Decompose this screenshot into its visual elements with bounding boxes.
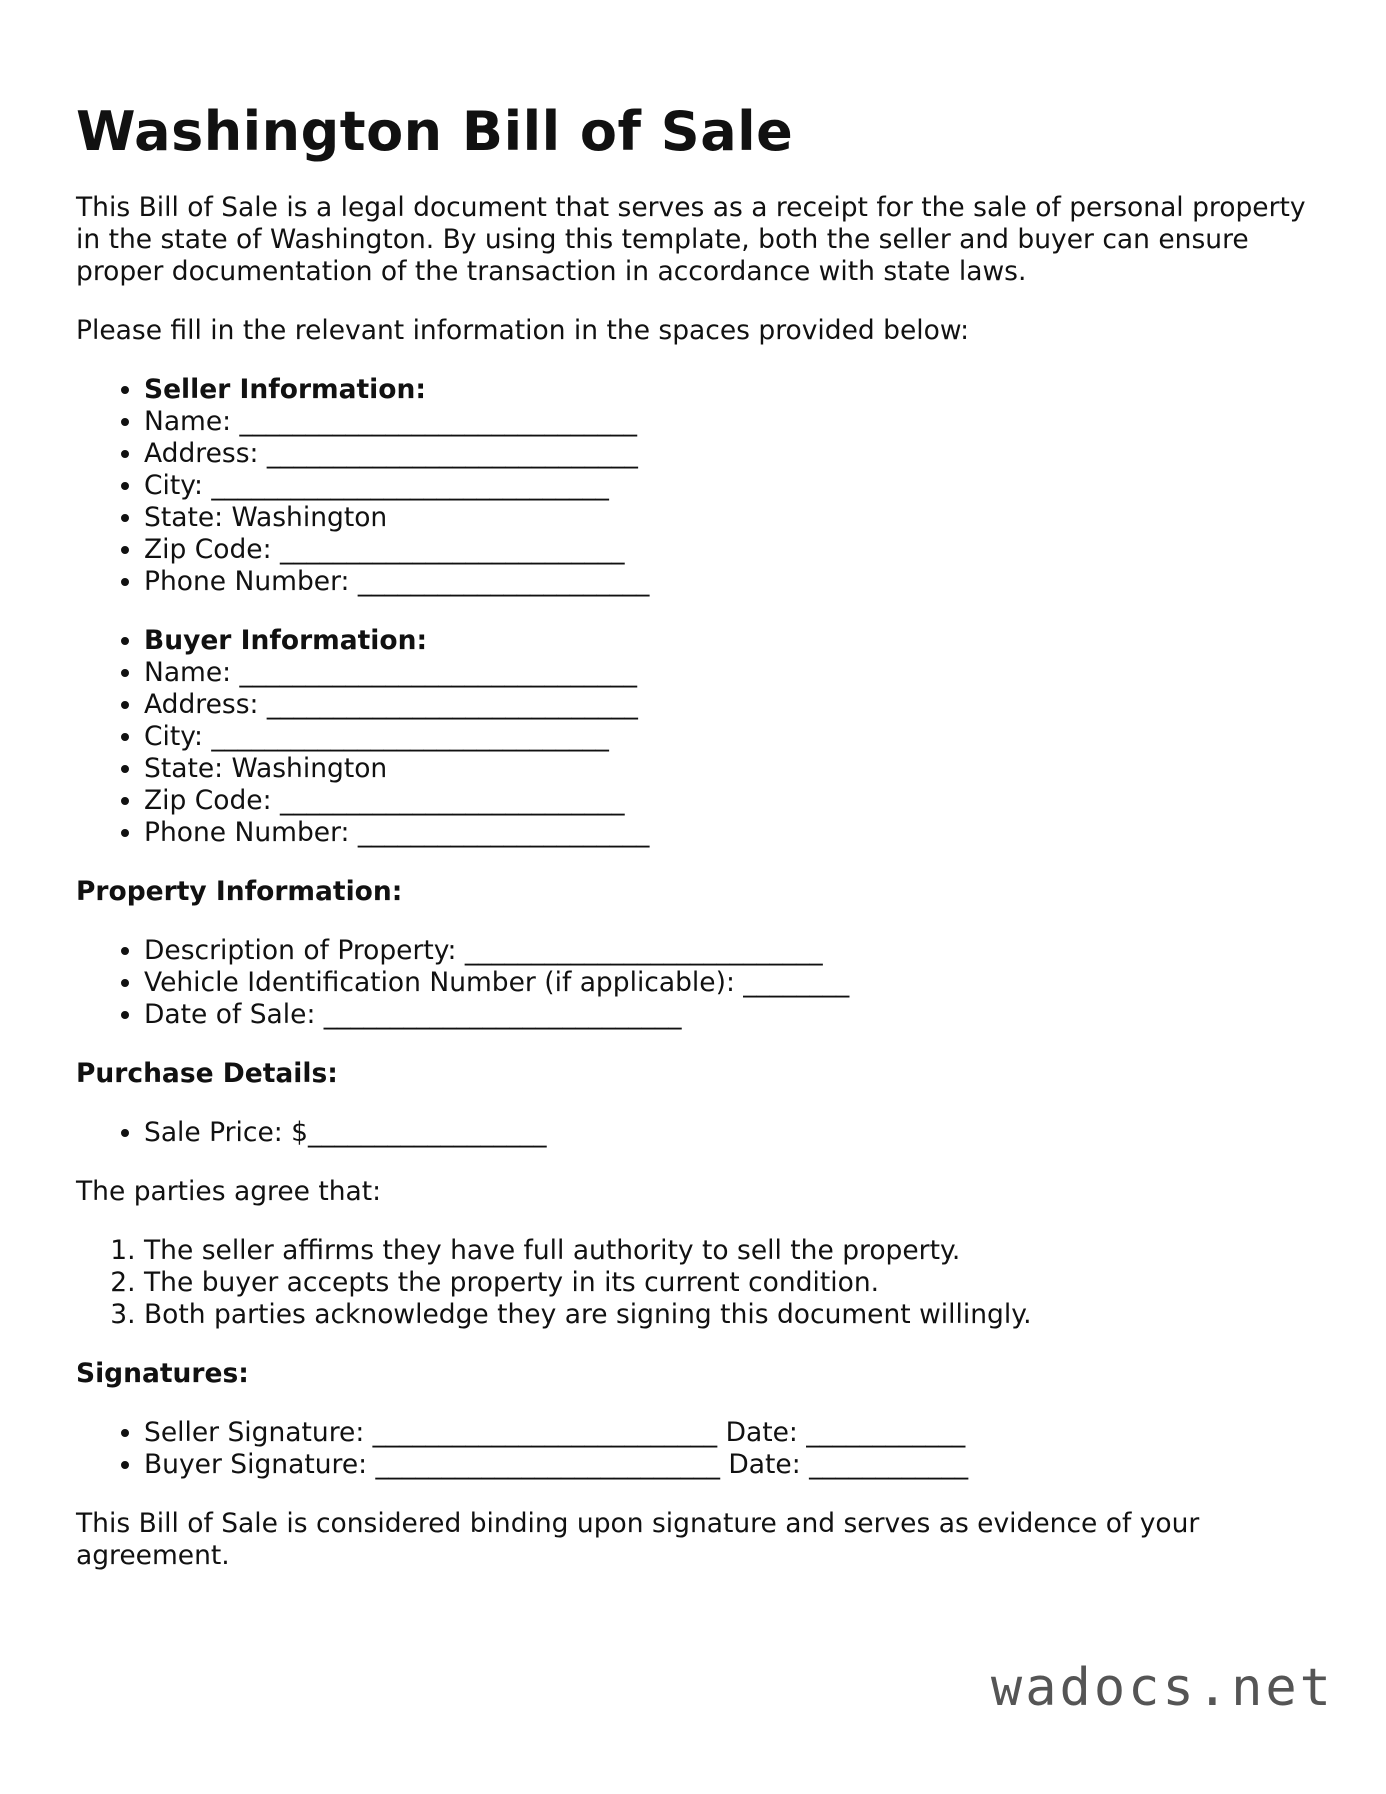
property-info-list: [76, 935, 1316, 1031]
seller-state-field: • State: Washington: [144, 502, 1316, 534]
signatures-list: [76, 1417, 1316, 1481]
seller-address-field: • Address: ____________________________: [144, 438, 1316, 470]
seller-name-field: • Name: ______________________________: [144, 406, 1316, 438]
buyer-zip-field: • Zip Code: __________________________: [144, 785, 1316, 817]
agreement-item: 2. The buyer accepts the property in its current condition.: [144, 1267, 1316, 1299]
property-vin-field: • Vehicle Identification Number (if applicable): ________: [144, 967, 1316, 999]
sale-price-field: • Sale Price: $__________________: [144, 1117, 1316, 1149]
buyer-info-list: [76, 625, 1316, 849]
seller-city-field: • City: ______________________________: [144, 470, 1316, 502]
agreement-intro: The parties agree that:: [76, 1176, 382, 1207]
buyer-signature-line: • Buyer Signature: __________________________ Date: ____________: [144, 1449, 1316, 1481]
page-title: Washington Bill of Sale: [76, 100, 794, 163]
buyer-info-heading: • Buyer Information:: [144, 625, 1316, 657]
purchase-details-heading: Purchase Details:: [76, 1058, 338, 1089]
intro-paragraph: This Bill of Sale is a legal document that serves as a receipt for the sale of personal property in the state of Washington. By using this template, both the seller and buyer can ensure proper documentation of the transaction in accordance with state laws.: [76, 192, 1306, 287]
property-description-field: • Description of Property: ___________________________: [144, 935, 1316, 967]
agreement-item: 3. Both parties acknowledge they are signing this document willingly.: [144, 1299, 1316, 1331]
seller-zip-field: • Zip Code: __________________________: [144, 534, 1316, 566]
seller-info-heading: • Seller Information:: [144, 374, 1316, 406]
buyer-state-field: • State: Washington: [144, 753, 1316, 785]
watermark: wadocs.net: [990, 1658, 1334, 1718]
purchase-details-list: [76, 1117, 1316, 1149]
agreement-item: 1. The seller affirms they have full authority to sell the property.: [144, 1235, 1316, 1267]
signatures-heading: Signatures:: [76, 1358, 249, 1389]
seller-info-list: [76, 374, 1316, 598]
buyer-name-field: • Name: ______________________________: [144, 657, 1316, 689]
agreement-list: [76, 1235, 1316, 1331]
closing-paragraph: This Bill of Sale is considered binding upon signature and serves as evidence of your agreement.: [76, 1508, 1200, 1571]
buyer-address-field: • Address: ____________________________: [144, 689, 1316, 721]
property-date-of-sale-field: • Date of Sale: ___________________________: [144, 999, 1316, 1031]
document-page: [76, 92, 1316, 1572]
buyer-city-field: • City: ______________________________: [144, 721, 1316, 753]
instructions-paragraph: Please fill in the relevant information in the spaces provided below:: [76, 315, 970, 346]
buyer-phone-field: • Phone Number: ______________________: [144, 817, 1316, 849]
property-info-heading: Property Information:: [76, 876, 403, 907]
seller-phone-field: • Phone Number: ______________________: [144, 566, 1316, 598]
seller-signature-line: • Seller Signature: __________________________ Date: ____________: [144, 1417, 1316, 1449]
